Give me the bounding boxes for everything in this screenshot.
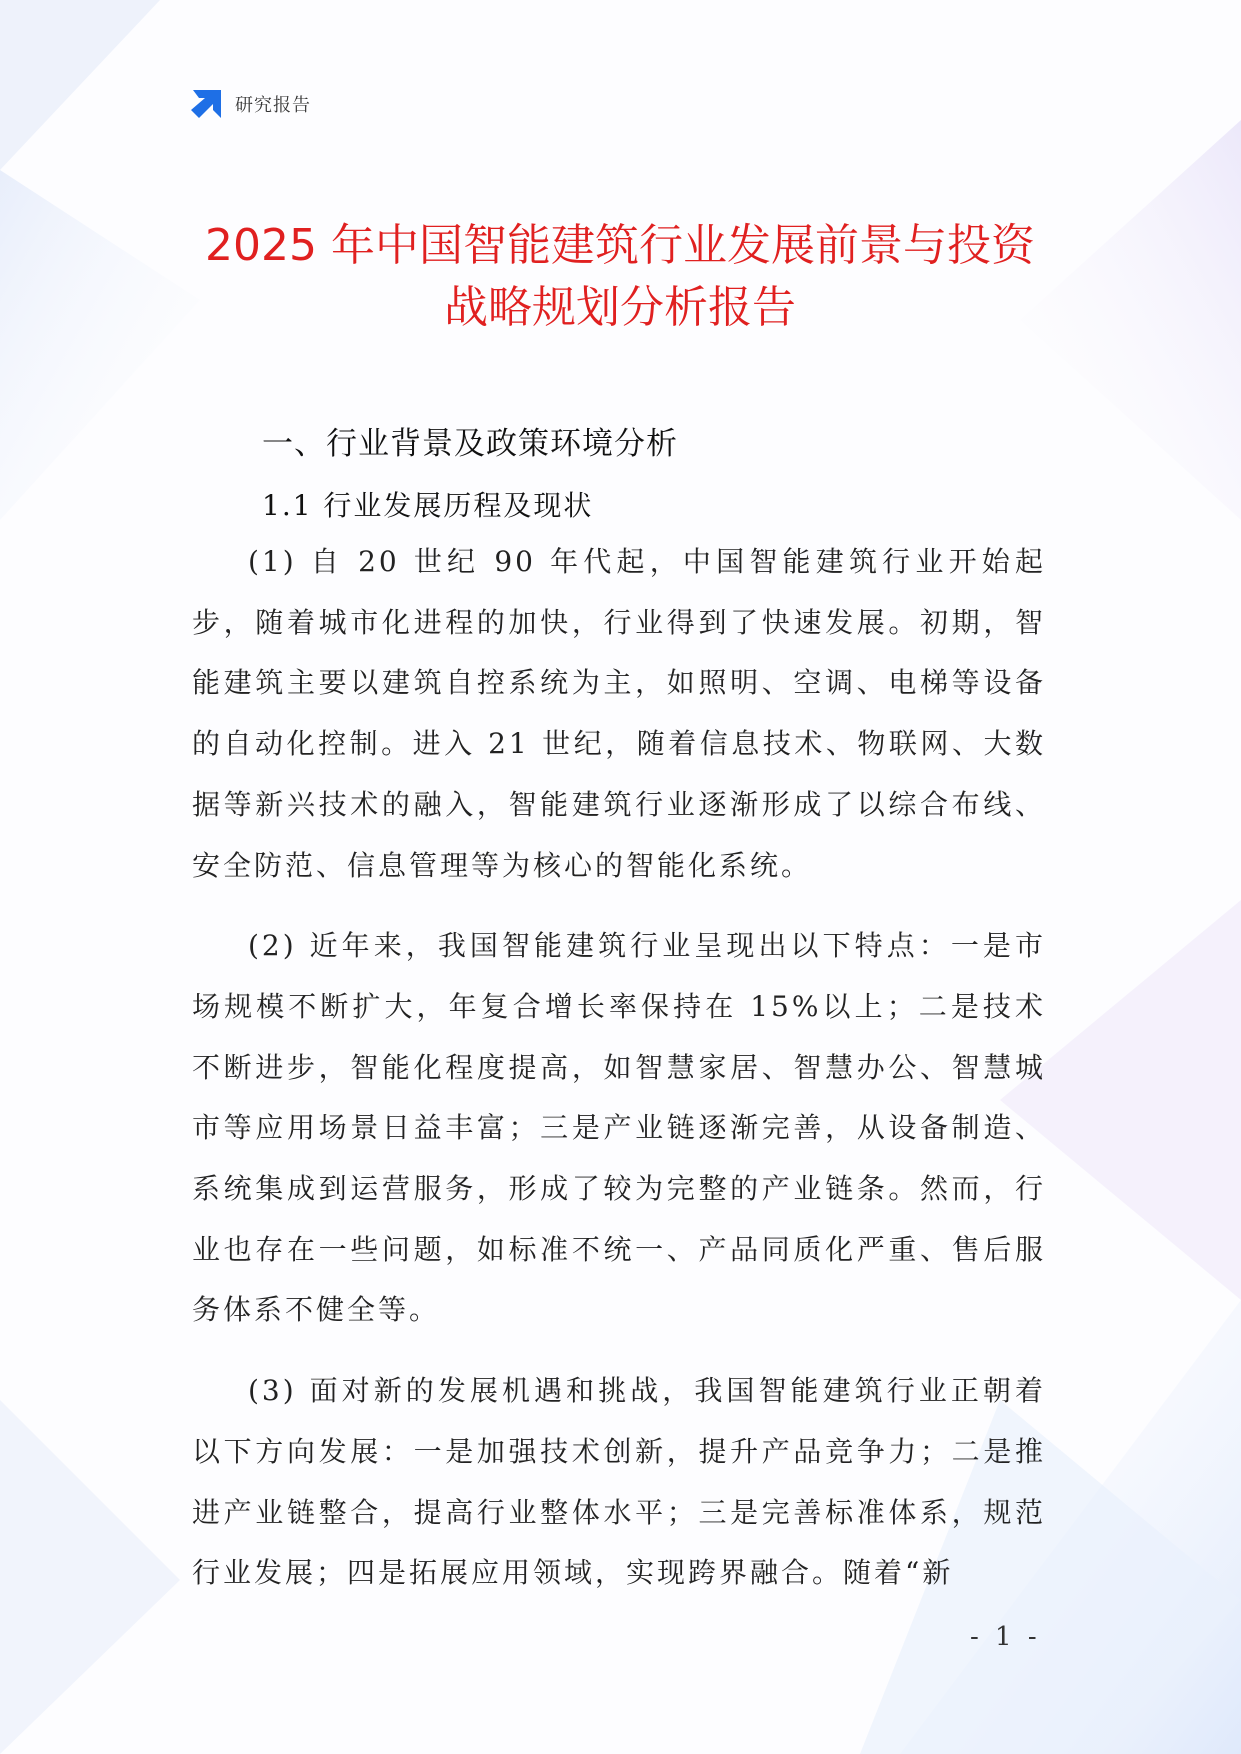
document-header bbox=[187, 86, 311, 122]
body-text bbox=[192, 532, 1046, 1624]
section-heading: 一、行业背景及政策环境分析 bbox=[262, 426, 678, 462]
paragraph-1: (1) 自 20 世纪 90 年代起，中国智能建筑行业开始起步，随着城市化进程的加快，行业得到了快速发展。初期，智能建筑主要以建筑自控系统为主，如照明、空调、电梯等设备的自动化控制。进入 21 世纪，随着信息技术、物联网、大数据等新兴技术的融入，智能建筑行业逐渐形成了以综合布线、安全防范、信息管理等为核心的智能化系统。 bbox=[192, 545, 1046, 882]
header-label: 研究报告 bbox=[235, 95, 311, 116]
report-title-line-1: 2025 年中国智能建筑行业发展前景与投资 bbox=[205, 220, 1035, 271]
paragraph-3: (3) 面对新的发展机遇和挑战，我国智能建筑行业正朝着以下方向发展：一是加强技术创新，提升产品竞争力；二是推进产业链整合，提高行业整体水平；三是完善标准体系，规范行业发展；四是拓展应用领域，实现跨界融合。随着“新 bbox=[192, 1374, 1046, 1590]
page-number: - 1 - bbox=[970, 1622, 1041, 1652]
subsection-heading: 1.1 行业发展历程及现状 bbox=[262, 489, 594, 522]
arrow-up-right-icon bbox=[187, 86, 225, 122]
report-title-line-2: 战略规划分析报告 bbox=[444, 282, 796, 333]
report-title bbox=[140, 215, 1100, 339]
paragraph-2: (2) 近年来，我国智能建筑行业呈现出以下特点：一是市场规模不断扩大，年复合增长率保持在 15%以上；二是技术不断进步，智能化程度提高，如智慧家居、智慧办公、智慧城市等应用场景日益丰富；三是产业链逐渐完善，从设备制造、系统集成到运营服务，形成了较为完整的产业链条。然而，行业也存在一些问题，如标准不统一、产品同质化严重、售后服务体系不健全等。 bbox=[192, 929, 1046, 1327]
